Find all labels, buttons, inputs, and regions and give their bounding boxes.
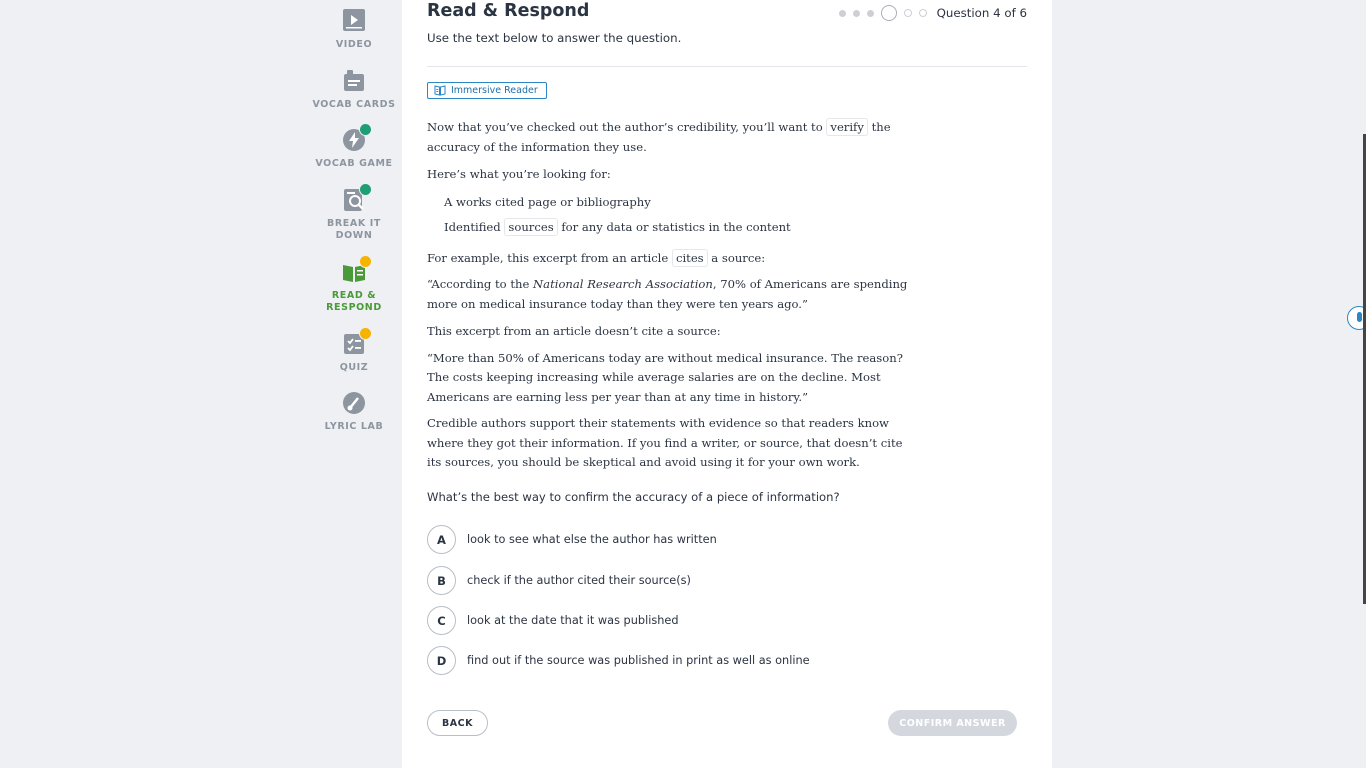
option-text: find out if the source was published in print as well as online bbox=[467, 654, 810, 667]
sidebar-item-label: READ & RESPOND bbox=[326, 290, 382, 313]
sidebar-item-vocab-cards[interactable] bbox=[306, 68, 402, 111]
answer-option-a[interactable] bbox=[427, 525, 717, 554]
confirm-answer-button[interactable]: CONFIRM ANSWER bbox=[888, 710, 1017, 736]
progress-dot bbox=[919, 9, 927, 17]
option-letter: D bbox=[427, 646, 456, 675]
book-icon bbox=[341, 259, 367, 285]
answer-option-d[interactable] bbox=[427, 646, 810, 675]
progress-dot bbox=[904, 9, 912, 17]
sidebar-item-lyric-lab[interactable] bbox=[306, 390, 402, 433]
progress-dot bbox=[839, 10, 846, 17]
passage-paragraph: Now that you’ve checked out the author’s credibility, you’ll want to verify the accuracy of the information they use. bbox=[427, 120, 891, 154]
answer-option-c[interactable] bbox=[427, 606, 679, 635]
sidebar-item-label: QUIZ bbox=[339, 362, 369, 373]
question-counter: Question 4 of 6 bbox=[936, 6, 1027, 20]
option-text: look at the date that it was published bbox=[467, 614, 679, 627]
answer-option-b[interactable] bbox=[427, 566, 691, 595]
complete-check-icon bbox=[359, 183, 372, 196]
instructions: Use the text below to answer the question. bbox=[427, 31, 682, 45]
vocab-word-cites[interactable]: cites bbox=[672, 249, 708, 267]
lightning-icon bbox=[341, 127, 367, 153]
page-title: Read & Respond bbox=[427, 1, 590, 21]
question-progress bbox=[839, 5, 1027, 21]
immersive-reader-button[interactable] bbox=[427, 82, 547, 99]
progress-dot bbox=[853, 10, 860, 17]
option-letter: B bbox=[427, 566, 456, 595]
sidebar-item-vocab-game[interactable] bbox=[306, 127, 402, 170]
passage-paragraph: Credible authors support their statements with evidence so that readers know where they got their information. If you find a writer, or source, that doesn’t cite its sources, you should be skeptical and avoid using it for your own work. bbox=[427, 416, 903, 469]
list-item: Identified sources for any data or statistics in the content bbox=[444, 220, 791, 234]
immersive-reader-icon bbox=[434, 85, 446, 96]
immersive-reader-label: Immersive Reader bbox=[451, 85, 538, 96]
sidebar-item-label: VOCAB CARDS bbox=[312, 99, 396, 110]
sidebar-item-label: VIDEO bbox=[335, 39, 373, 50]
sidebar-item-label: LYRIC LAB bbox=[324, 421, 384, 432]
list-item: A works cited page or bibliography bbox=[444, 194, 651, 209]
sidebar-item-label: VOCAB GAME bbox=[315, 158, 393, 169]
in-progress-dot bbox=[359, 327, 372, 340]
vocab-cards-icon bbox=[341, 68, 367, 94]
in-progress-dot bbox=[359, 255, 372, 268]
video-icon bbox=[341, 8, 367, 34]
option-text: check if the author cited their source(s) bbox=[467, 574, 691, 587]
option-letter: C bbox=[427, 606, 456, 635]
passage-quote: “More than 50% of Americans today are without medical insurance. The reason? The costs keeping increasing while average salaries are on the decline. Most Americans are earning less per year than at any time in history.” bbox=[427, 350, 903, 404]
option-text: look to see what else the author has written bbox=[467, 533, 717, 546]
passage-paragraph: For example, this excerpt from an article cites a source: bbox=[427, 250, 766, 265]
sidebar-item-video[interactable] bbox=[306, 8, 402, 51]
vocab-word-sources[interactable]: sources bbox=[504, 218, 557, 236]
progress-dot bbox=[867, 10, 874, 17]
passage-quote: “According to the National Research Association, 70% of Americans are spending more on medical insurance today than they were ten years ago.” bbox=[427, 277, 908, 311]
lyric-lab-icon bbox=[341, 390, 367, 416]
back-button[interactable]: BACK bbox=[427, 710, 488, 736]
divider bbox=[427, 66, 1027, 67]
sidebar-item-break-it-down[interactable] bbox=[306, 187, 402, 242]
break-it-down-icon bbox=[341, 187, 367, 213]
sidebar-item-quiz[interactable] bbox=[306, 331, 402, 374]
read-respond-card bbox=[402, 0, 1052, 768]
question-prompt: What’s the best way to confirm the accuracy of a piece of information? bbox=[427, 490, 840, 504]
option-letter: A bbox=[427, 525, 456, 554]
quiz-icon bbox=[341, 331, 367, 357]
passage-paragraph: This excerpt from an article doesn’t cite a source: bbox=[427, 324, 721, 338]
progress-dot-current bbox=[881, 5, 897, 21]
sidebar-item-read-respond[interactable] bbox=[306, 259, 402, 314]
reading-passage bbox=[427, 118, 919, 473]
passage-paragraph: Here’s what you’re looking for: bbox=[427, 167, 611, 181]
vocab-word-verify[interactable]: verify bbox=[826, 118, 868, 136]
sidebar-item-label: BREAK IT DOWN bbox=[327, 218, 381, 241]
complete-check-icon bbox=[359, 123, 372, 136]
